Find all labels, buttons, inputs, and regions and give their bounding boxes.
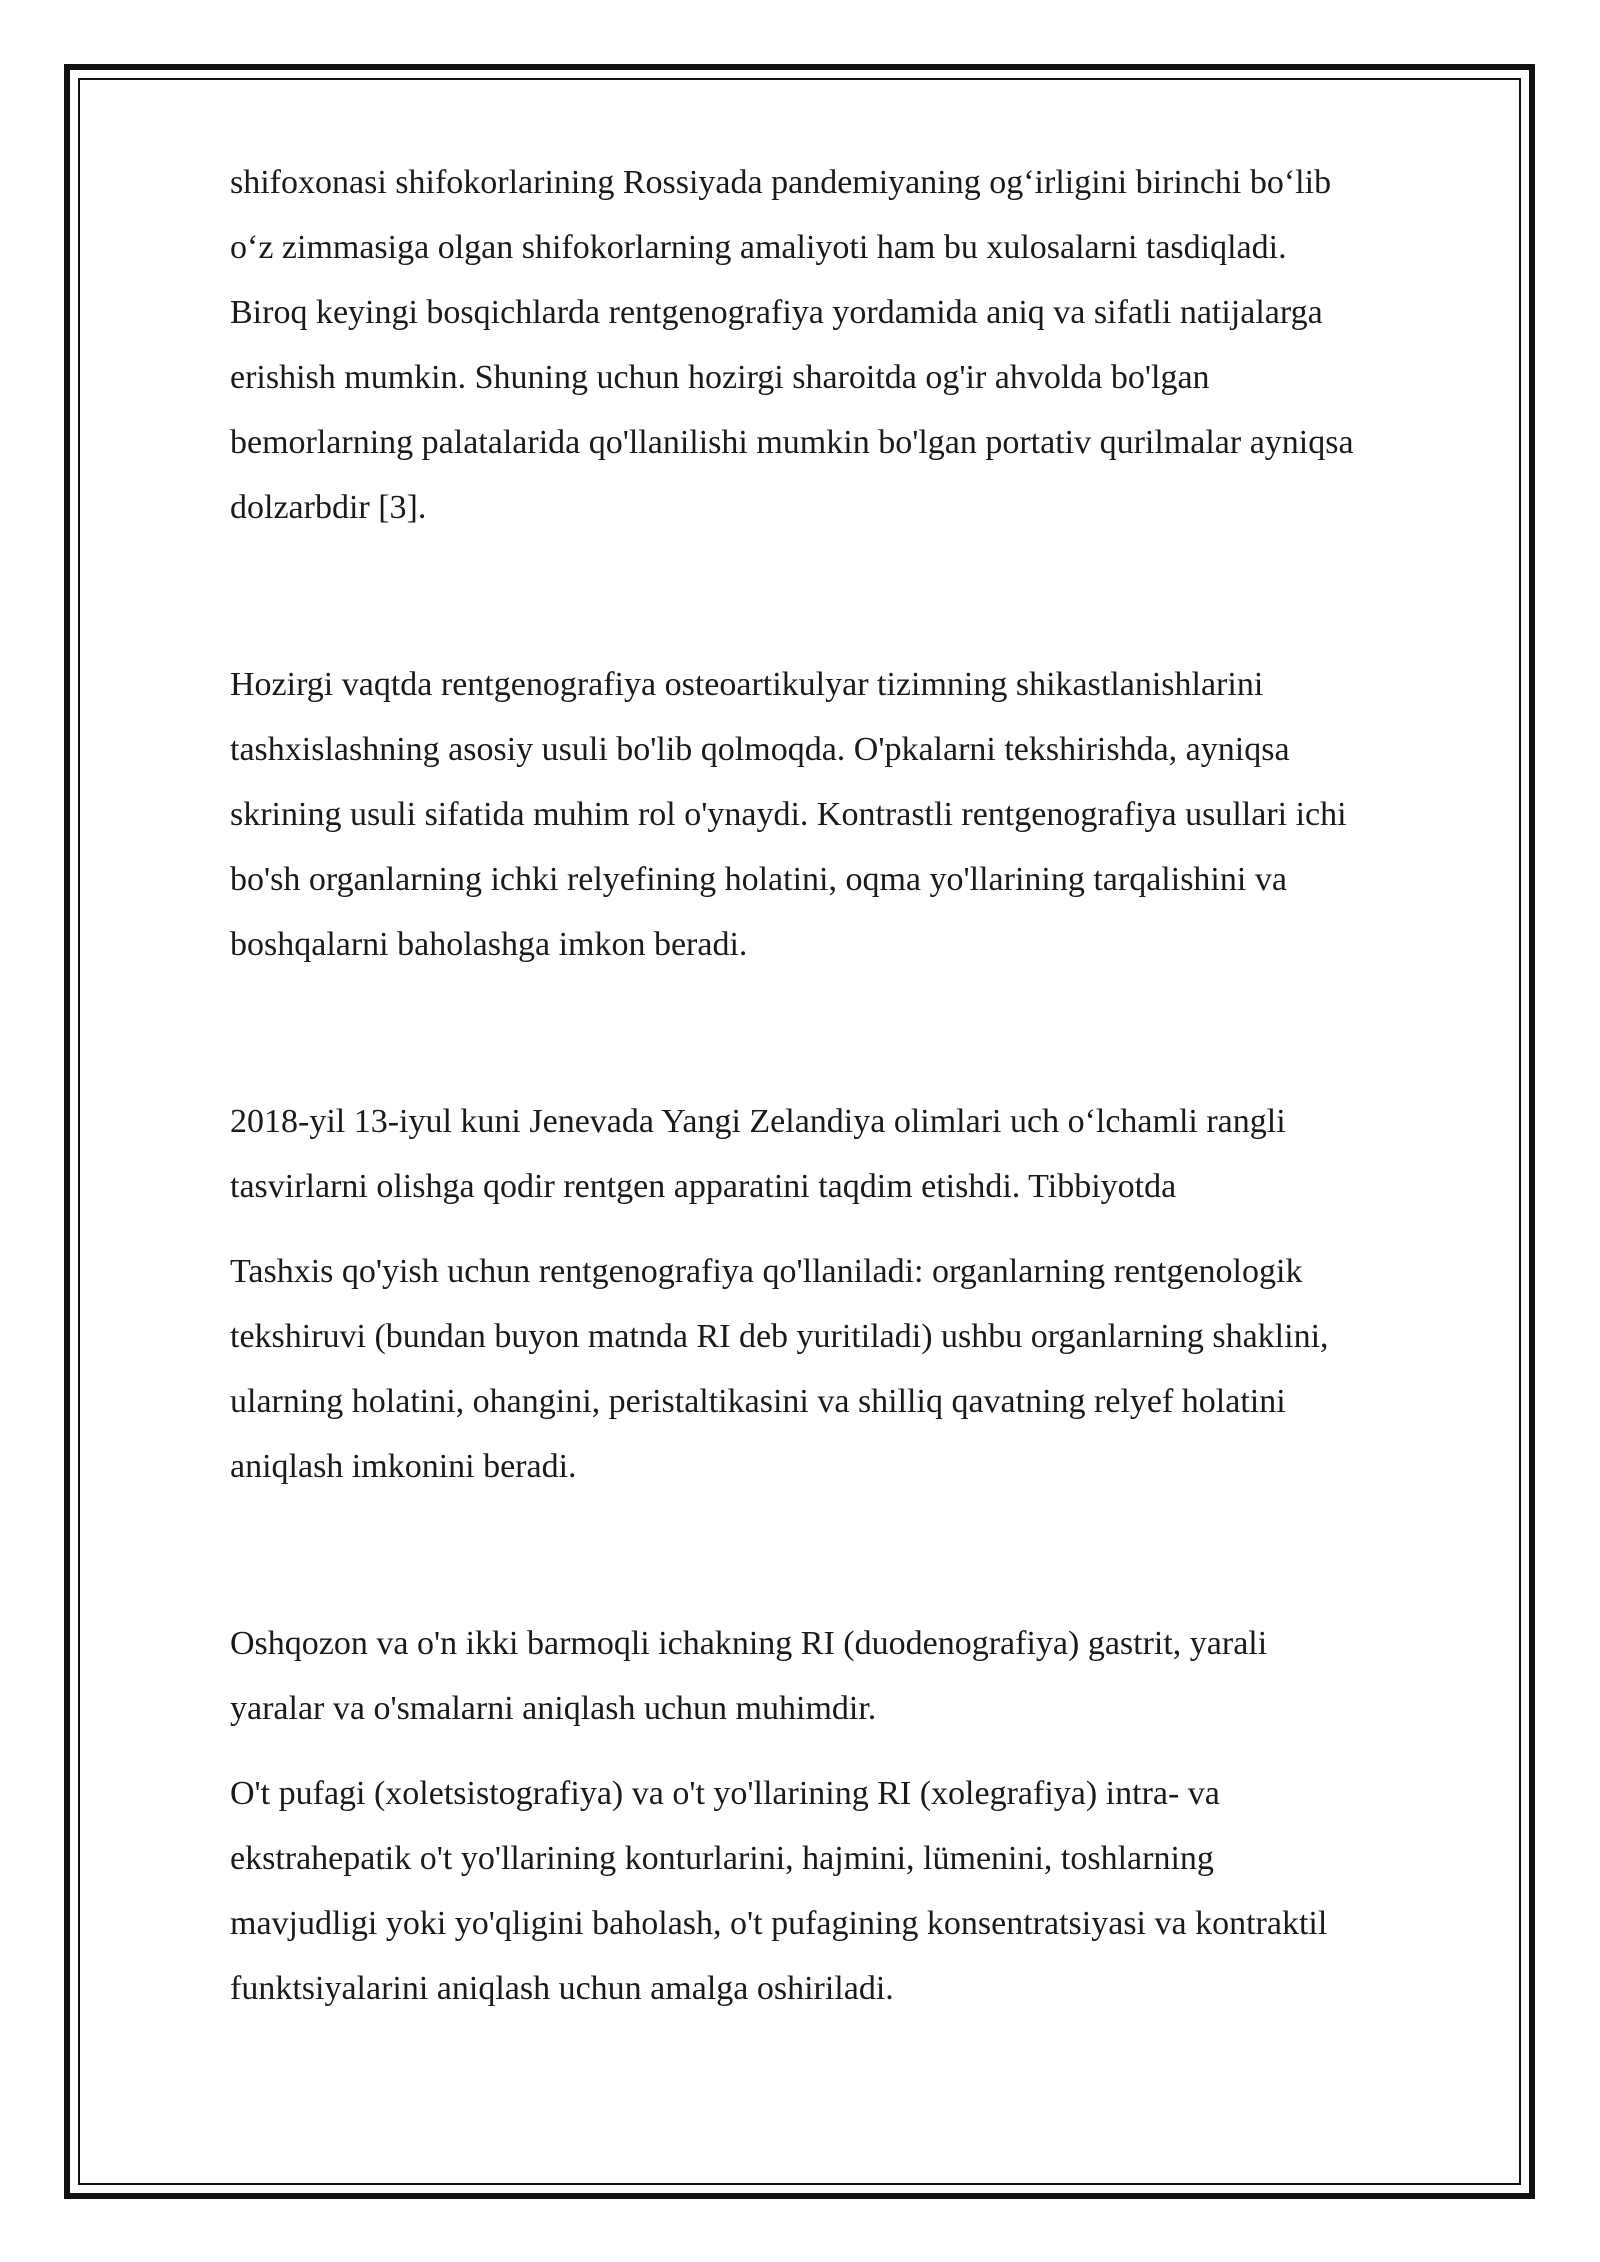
text-line: skrining usuli sifatida muhim rol o'ynaydi. Kontrastli rentgenografiya usullari ichi xyxy=(230,796,1347,833)
paragraph-spacer xyxy=(230,540,1490,652)
text-line: O't pufagi (xoletsistografiya) va o't yo'llarining RI (xolegrafiya) intra- va xyxy=(230,1775,1220,1812)
paragraph-spacer xyxy=(230,1499,1490,1611)
text-line: oʻz zimmasiga olgan shifokorlarning amaliyoti ham bu xulosalarni tasdiqladi. xyxy=(230,229,1287,266)
text-line: tasvirlarni olishga qodir rentgen apparatini taqdim etishdi. Tibbiyotda xyxy=(230,1168,1177,1205)
paragraph-5 xyxy=(230,1611,1490,1741)
text-line: bemorlarning palatalarida qo'llanilishi mumkin bo'lgan portativ qurilmalar ayniqsa xyxy=(230,424,1354,461)
paragraph-4 xyxy=(230,1239,1490,1499)
text-line: shifoxonasi shifokorlarining Rossiyada pandemiyaning ogʻirligini birinchi boʻlib xyxy=(230,164,1332,201)
text-line: Hozirgi vaqtda rentgenografiya osteoartikulyar tizimning shikastlanishlarini xyxy=(230,666,1264,703)
text-line: bo'sh organlarning ichki relyefining holatini, oqma yo'llarining tarqalishini va xyxy=(230,861,1287,898)
text-line: tekshiruvi (bundan buyon matnda RI deb yuritiladi) ushbu organlarning shaklini, xyxy=(230,1318,1329,1355)
text-line: erishish mumkin. Shuning uchun hozirgi sharoitda og'ir ahvolda bo'lgan xyxy=(230,359,1210,396)
text-line: ularning holatini, ohangini, peristaltikasini va shilliq qavatning relyef holatini xyxy=(230,1383,1286,1420)
document-body xyxy=(230,150,1490,2021)
paragraph-spacer xyxy=(230,1741,1490,1761)
paragraph-spacer xyxy=(230,977,1490,1089)
text-line: Tashxis qo'yish uchun rentgenografiya qo'llaniladi: organlarning rentgenologik xyxy=(230,1253,1303,1290)
text-line: Biroq keyingi bosqichlarda rentgenografiya yordamida aniq va sifatli natijalarga xyxy=(230,294,1323,331)
paragraph-spacer xyxy=(230,1219,1490,1239)
paragraph-3 xyxy=(230,1089,1490,1219)
text-line: 2018-yil 13-iyul kuni Jenevada Yangi Zelandiya olimlari uch oʻlchamli rangli xyxy=(230,1103,1286,1140)
text-line: dolzarbdir [3]. xyxy=(230,489,427,526)
text-line: yaralar va o'smalarni aniqlash uchun muhimdir. xyxy=(230,1690,877,1727)
paragraph-2 xyxy=(230,652,1490,977)
text-line: mavjudligi yoki yo'qligini baholash, o't pufagining konsentratsiyasi va kontraktil xyxy=(230,1905,1328,1942)
paragraph-6 xyxy=(230,1761,1490,2021)
text-line: tashxislashning asosiy usuli bo'lib qolmoqda. O'pkalarni tekshirishda, ayniqsa xyxy=(230,731,1290,768)
paragraph-1 xyxy=(230,150,1490,540)
text-line: funktsiyalarini aniqlash uchun amalga oshiriladi. xyxy=(230,1970,894,2007)
text-line: Oshqozon va o'n ikki barmoqli ichakning RI (duodenografiya) gastrit, yarali xyxy=(230,1625,1268,1662)
text-line: aniqlash imkonini beradi. xyxy=(230,1448,577,1485)
text-line: boshqalarni baholashga imkon beradi. xyxy=(230,926,748,963)
text-line: ekstrahepatik o't yo'llarining konturlarini, hajmini, lümenini, toshlarning xyxy=(230,1840,1214,1877)
